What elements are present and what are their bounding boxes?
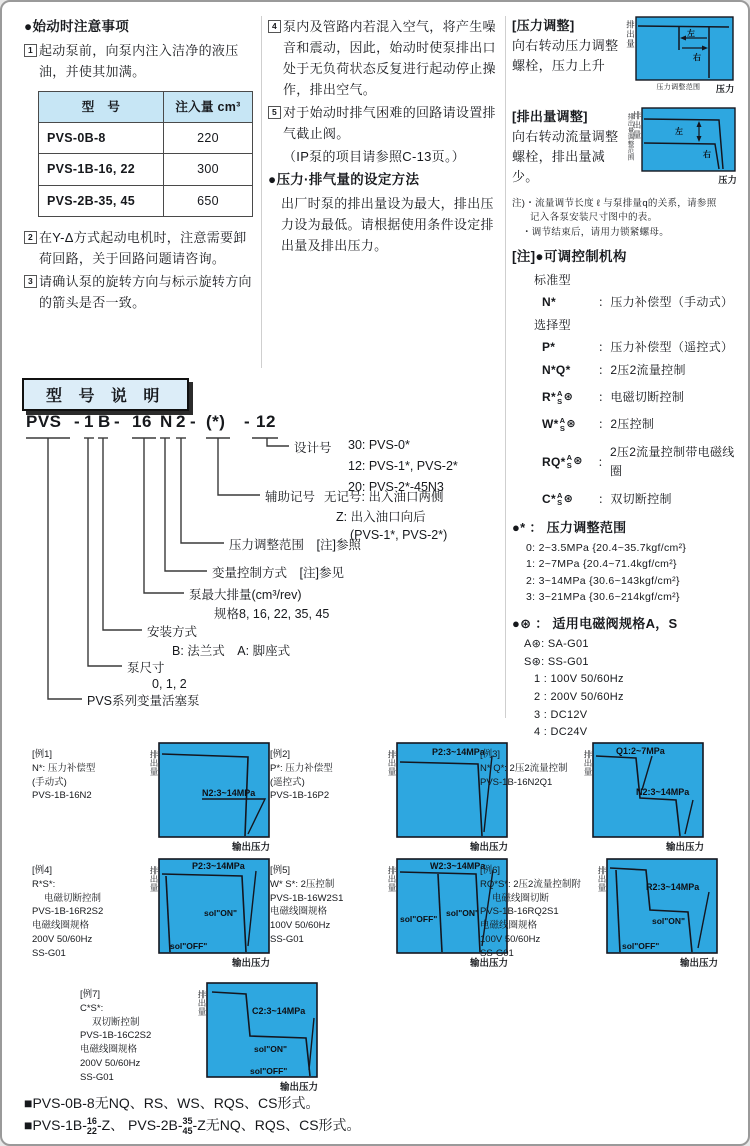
example-line: R*S*: [32, 878, 56, 890]
y-axis-label: 排出量 [197, 990, 207, 1016]
item-number: 1 [24, 44, 37, 57]
solenoid-spec-item: 2 : 200V 50/60Hz [534, 691, 624, 704]
startup-item-2 [24, 227, 256, 269]
control-item [512, 361, 746, 380]
fraction-top: 35 [182, 1116, 193, 1127]
left-label: 左 [686, 29, 695, 38]
column-divider [261, 16, 262, 368]
example-6-chart [606, 858, 718, 954]
fraction-top: 16 [86, 1116, 97, 1127]
model-number-tree [22, 412, 732, 714]
item-number: 5 [268, 106, 281, 119]
model-cell: PVS-1B-16, 22 [39, 154, 164, 185]
item-number: 4 [268, 20, 281, 33]
pump-size-sub: 0, 1, 2 [152, 677, 187, 691]
left-label: 左 [675, 126, 684, 136]
pressure-range-bracket-label: 压力调整范围 [656, 84, 701, 91]
model-cell: PVS-0B-8 [39, 123, 164, 154]
solenoid-mark: ⊛ [563, 492, 574, 505]
example-line: 200V 50/60Hz [32, 933, 93, 945]
table-row [39, 154, 253, 185]
example-line: 电磁线圈规格 [480, 920, 538, 932]
displacement-sub: 规格8, 16, 22, 35, 45 [214, 607, 330, 621]
solenoid-spec-item: 1 : 100V 50/60Hz [534, 673, 624, 686]
displacement-label: 泵最大排量(cm³/rev) [189, 588, 302, 602]
control-code: N* [542, 295, 556, 310]
stack-bottom: S [559, 424, 566, 434]
aux-row: (PVS-1*, PVS-2*) [350, 528, 448, 542]
solenoid-spec-heading: ●⊛ ： 适用电磁阀规格A，S [512, 616, 678, 632]
pressure-range-item: 0: 2~3.5MPa {20.4~35.7kgf/cm²} [526, 542, 687, 555]
flow-adjust-title: [排出量调整] [512, 108, 588, 124]
control-desc: 电磁切断控制 [610, 389, 685, 404]
example-5 [270, 858, 508, 969]
control-type-label: 变量控制方式 [注]参见 [212, 566, 344, 580]
curve-label: C2:3~14MPa [252, 1006, 306, 1016]
example-line: PVS-1B-16N2Q1 [480, 776, 553, 788]
example-tag: [例6] [480, 865, 501, 876]
curve-label: W2:3~14MPa [430, 861, 486, 871]
footer-text: -Z无NQ、RQS、CS形式。 [192, 1117, 361, 1134]
design-row: 20: PVS-2*-45N3 [348, 480, 444, 494]
pressure-range-heading: ●* ： 压力调整范围 [512, 520, 627, 536]
control-desc: 压力补偿型（手动式） [610, 295, 734, 310]
example-line: PVS-1B-16R2S2 [32, 906, 104, 918]
y-axis-label: 排出量 [149, 750, 159, 776]
sol-off-label: sol"OFF" [170, 941, 208, 951]
table-row [39, 123, 253, 154]
solenoid-spec-item: 4 : DC24V [534, 726, 588, 739]
pressure-range-ref-label: 压力调整范围 [注]参照 [229, 538, 361, 552]
control-item [512, 293, 746, 312]
aux-row: Z: 出入油口向后 [336, 510, 426, 524]
right-label: 右 [692, 53, 701, 62]
example-line: 100V 50/60Hz [480, 933, 541, 945]
example-line: 电磁线圈规格 [80, 1044, 138, 1056]
control-item [512, 388, 746, 407]
curve-label: N2:3~14MPa [636, 787, 690, 797]
control-code: RQ* [542, 454, 566, 469]
sol-on-label: sol"ON" [254, 1044, 288, 1054]
design-row: 30: PVS-0* [348, 438, 410, 452]
control-item [512, 338, 746, 357]
x-axis-label: 压力 [718, 174, 737, 185]
example-1-chart [158, 742, 270, 838]
pressure-range-item: 1: 2~7MPa {20.4~71.4kgf/cm²} [526, 558, 677, 571]
y-axis-label: 排出量 [387, 750, 397, 776]
control-code: P* [542, 340, 556, 355]
curve-label: P2:3~14MPa [192, 861, 245, 871]
stack-top: A [559, 416, 566, 426]
mount-type-sub: B: 法兰式 A: 脚座式 [172, 644, 291, 658]
stack-top: A [556, 388, 563, 398]
stack-bottom: S [557, 396, 563, 406]
x-axis-label: 输出压力 [469, 842, 508, 853]
colon: ： [598, 295, 611, 310]
footer-text: ■PVS-1B- [24, 1117, 87, 1134]
flow-adjust-text: 向右转动流量调整螺栓，排出量减少。 [512, 128, 619, 184]
fill-volume-table [38, 91, 253, 217]
controls-group-select: 选择型 [534, 317, 571, 332]
example-line: 100V 50/60Hz [270, 920, 331, 932]
solenoid-mark: ⊛ [566, 418, 576, 431]
colon: ： [598, 362, 611, 377]
volume-cell: 650 [164, 185, 253, 216]
x-axis-label: 输出压力 [231, 842, 270, 853]
example-line: PVS-1B-16N2 [32, 790, 92, 802]
example-4-chart [158, 858, 270, 954]
curve-label: N2:3~14MPa [202, 788, 256, 798]
example-3 [480, 742, 704, 853]
model-segment: 1 [84, 412, 94, 431]
example-line: PVS-1B-16P2 [270, 790, 330, 802]
pump-size-label: 泵尺寸 [127, 661, 165, 675]
example-7 [80, 982, 318, 1093]
pressure-range-item: 3: 3~21MPa {30.6~214kgf/cm²} [526, 590, 680, 603]
footer-line-2 [24, 1114, 361, 1136]
colon: ： [598, 340, 611, 355]
solenoid-mark: ⊛ [563, 390, 574, 403]
example-line: PVS-1B-16RQ2S1 [480, 906, 559, 918]
controls-heading: [注]●可调控制机构 [512, 248, 627, 264]
item-text: 在Y-Δ方式起动电机时，注意需要卸荷回路，关于回路问题请咨询。 [39, 229, 247, 266]
model-section-title: 型 号 说 明 [22, 378, 189, 411]
note-line: ・调节结束后，请用力锁紧螺母。 [522, 226, 670, 238]
model-segment: 16 [132, 412, 152, 431]
solenoid-spec-item: A⊛: SA-G01 [524, 638, 589, 651]
table-header-volume: 注入量 cm³ [164, 91, 253, 122]
adjust-notes [512, 197, 746, 240]
control-code: C* [542, 491, 556, 506]
curve-label: R2:3~14MPa [646, 882, 700, 892]
sol-on-label: sol"ON" [204, 908, 238, 918]
table-header-model: 型 号 [39, 91, 164, 122]
control-code: R* [542, 389, 556, 404]
footer-line-1: ■PVS-0B-8无NQ、RS、WS、RQS、CS形式。 [24, 1095, 320, 1111]
fraction-bottom: 22 [86, 1125, 97, 1136]
setting-text: 出厂时泵的排出量设为最大，排出压力设为最低。请根据使用条件设定排出量及排出压力。 [281, 196, 494, 254]
startup-item-1 [24, 40, 256, 82]
startup-item-4 [268, 16, 501, 100]
colon: ： [598, 389, 611, 404]
pressure-adjust-chart [635, 16, 735, 82]
control-code: N*Q* [542, 362, 571, 377]
example-line: N*: 压力补偿型 [32, 762, 96, 774]
example-line: SS-G01 [32, 947, 66, 959]
solenoid-spec-item: S⊛: SS-G01 [524, 655, 589, 668]
y-axis-label: 排出量 [149, 866, 159, 892]
y-axis-label: 排出量 [632, 110, 642, 140]
item-number: 3 [24, 275, 37, 288]
solenoid-mark: ⊛ [573, 455, 583, 468]
flow-adjust-diagram [626, 107, 737, 188]
aux-row: 无记号: 出入油口两侧 [324, 490, 444, 504]
controls-group-standard: 标准型 [534, 272, 571, 287]
x-axis-label: 输出压力 [665, 842, 704, 853]
x-axis-label: 输出压力 [231, 958, 270, 969]
item-text: 对于始动时排气困难的回路请设置排气截止阀。 [283, 105, 496, 142]
design-number-label: 设计号 [294, 441, 332, 455]
solenoid-spec-item: 3 : DC12V [534, 708, 588, 721]
example-line: P*: 压力补偿型 [270, 762, 333, 774]
example-line: PVS-1B-16W2S1 [270, 892, 344, 904]
example-line: (手动式) [32, 776, 67, 788]
example-line: C*S*: [80, 1002, 104, 1014]
pressure-range-item: 2: 3~14MPa {30.6~143kgf/cm²} [526, 574, 680, 587]
fraction-bottom: 45 [182, 1125, 193, 1136]
example-line: SS-G01 [480, 947, 514, 959]
model-segment: 2 [176, 412, 186, 431]
example-line: SS-G01 [80, 1071, 114, 1083]
sol-on-label: sol"ON" [652, 916, 686, 926]
colon: ： [598, 491, 611, 506]
example-2 [270, 742, 508, 853]
stack-bottom: S [557, 498, 563, 508]
example-line: 电磁切断控制 [44, 892, 102, 904]
example-7-chart [206, 982, 318, 1078]
model-segment: 12 [256, 412, 276, 431]
item-text: 起动泵前，向泵内注入洁净的液压油，并使其加满。 [39, 42, 239, 79]
startup-notes-column-2 [268, 16, 501, 256]
volume-cell: 300 [164, 154, 253, 185]
example-line: SS-G01 [270, 933, 304, 945]
stack-bottom: S [566, 461, 573, 471]
model-segment: - [74, 412, 81, 431]
y-axis-label: 排出量 [625, 20, 636, 49]
sol-off-label: sol"OFF" [250, 1066, 288, 1076]
model-segment: PVS [26, 412, 62, 431]
right-label: 右 [703, 149, 712, 159]
setting-heading: ●压力·排气量的设定方法 [268, 172, 420, 188]
y-axis-label: 排出量 [597, 866, 607, 892]
control-desc: 2压2流量控制带电磁线圈 [609, 444, 735, 479]
footer-text: -Z、 PVS-2B- [96, 1117, 183, 1134]
control-desc: 2压2流量控制 [610, 362, 686, 377]
pressure-adjust-text: 向右转动压力调整螺栓，压力上升 [512, 38, 619, 74]
model-segment: (*) [206, 412, 226, 431]
control-desc: 压力补偿型（遥控式） [610, 340, 734, 355]
flow-range-bracket-label: 排出量调整范围 [626, 112, 634, 161]
note-line: 注)・流量调节长度 ℓ 与泵排量q的关系，请参照 [512, 198, 717, 210]
control-code: W* [542, 417, 559, 432]
y-axis-label: 排出量 [387, 866, 397, 892]
volume-cell: 220 [164, 123, 253, 154]
example-tag: [例7] [80, 989, 101, 1000]
example-tag: [例4] [32, 865, 53, 876]
footer-notes [24, 1092, 361, 1137]
stack-top: A [556, 490, 563, 500]
mount-type-label: 安装方式 [147, 625, 198, 639]
example-4 [32, 858, 270, 969]
example-tag: [例5] [270, 865, 291, 876]
item-text: 泵内及管路内若混入空气，将产生噪音和震动，因此，始动时使泵排出口处于无负荷状态反复进行起动停止操作，排出空气。 [283, 19, 496, 98]
x-axis-label: 输出压力 [279, 1082, 318, 1093]
example-line: N* Q*: 2压2流量控制 [480, 762, 568, 774]
model-segment: - [244, 412, 251, 431]
model-segment: - [190, 412, 197, 431]
flow-adjust-chart [641, 107, 737, 173]
example-6 [480, 858, 718, 969]
colon: ： [597, 454, 610, 469]
aux-symbol-label: 辅助记号 [265, 490, 316, 504]
pressure-adjust-diagram [626, 16, 735, 97]
example-line: 电磁线圈规格 [32, 920, 90, 932]
model-segment: - [114, 412, 121, 431]
example-line: W* S*: 2压控制 [270, 878, 335, 890]
control-desc: 2压控制 [610, 417, 655, 432]
sol-on-label: sol"ON" [446, 908, 480, 918]
model-cell: PVS-2B-35, 45 [39, 185, 164, 216]
curve-label: Q1:2~7MPa [616, 746, 665, 756]
colon: ： [598, 417, 611, 432]
item-text: 请确认泵的旋转方向与标示旋转方向的箭头是否一致。 [39, 274, 252, 311]
x-axis-label: 输出压力 [679, 958, 718, 969]
example-line: 200V 50/60Hz [80, 1057, 141, 1069]
example-3-chart [592, 742, 704, 838]
y-axis-label: 排出量 [583, 750, 593, 776]
control-desc: 双切断控制 [610, 491, 672, 506]
table-row [39, 185, 253, 216]
pressure-adjust-block [512, 16, 746, 97]
example-line: 电磁线圈切断 [492, 892, 550, 904]
model-segment: B [98, 412, 111, 431]
example-line: 电磁线圈规格 [270, 906, 328, 918]
example-tag: [例2] [270, 749, 291, 760]
x-axis-label: 输出压力 [469, 958, 508, 969]
ip-note: （IP泵的项目请参照C-13页。） [283, 149, 466, 165]
example-line: PVS-1B-16C2S2 [80, 1030, 152, 1042]
curve-label: P2:3~14MPa [432, 747, 485, 757]
startup-item-3 [24, 271, 256, 313]
example-line: RQ*S*: 2压2流量控制附 [480, 878, 581, 890]
x-axis-label: 压力 [715, 84, 735, 94]
pressure-adjust-title: [压力调整] [512, 18, 575, 33]
sol-off-label: sol"OFF" [622, 941, 660, 951]
stack-top: A [566, 453, 573, 463]
sol-off-label: sol"OFF" [400, 914, 438, 924]
startup-notes-column [24, 16, 256, 315]
flow-adjust-block [512, 107, 746, 188]
series-label: PVS系列变量活塞泵 [87, 694, 200, 708]
example-tag: [例1] [32, 749, 53, 760]
example-1 [32, 742, 270, 853]
example-line: 双切断控制 [92, 1016, 140, 1028]
design-row: 12: PVS-1*, PVS-2* [348, 459, 458, 473]
startup-item-5 [268, 102, 501, 144]
item-number: 2 [24, 231, 37, 244]
example-line: (遥控式) [270, 776, 305, 788]
startup-heading: ●始动时注意事项 [24, 19, 130, 34]
note-line: 记入各泵安装尺寸图中的表。 [530, 212, 658, 224]
example-tag: [例3] [480, 749, 501, 760]
model-segment: N [160, 412, 173, 431]
